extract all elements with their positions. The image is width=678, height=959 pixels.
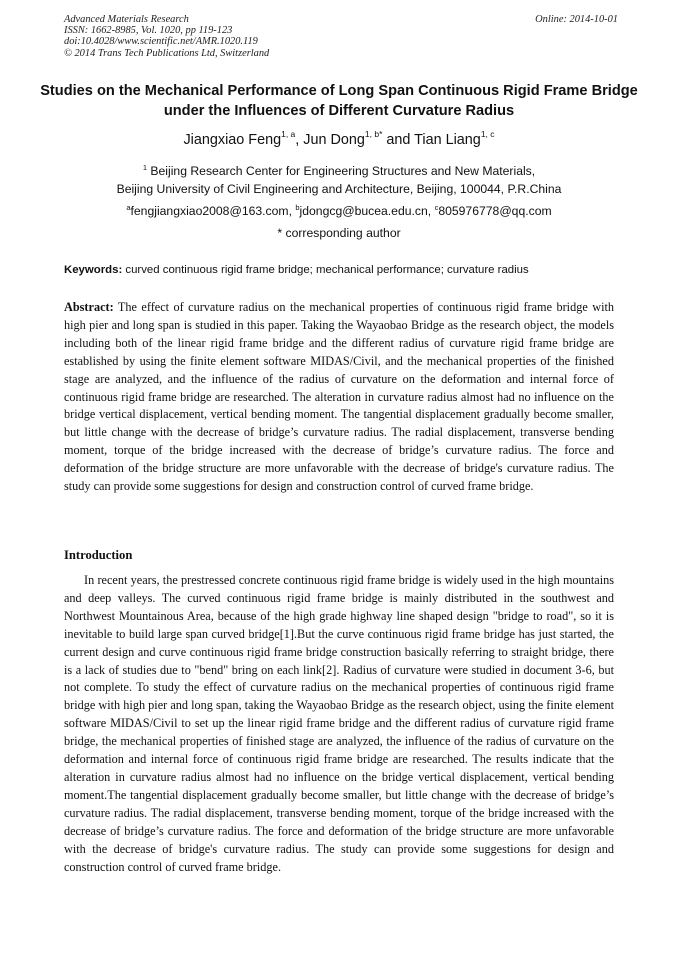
author-name: Jun Dong <box>303 132 365 148</box>
email-mark: c <box>434 202 439 212</box>
author-affiliation-mark: 1, b* <box>364 129 383 140</box>
journal-issn: ISSN: 1662-8985, Vol. 1020, pp 119-123 <box>64 25 233 37</box>
email-address: fengjiangxiao2008@163.com <box>130 204 289 218</box>
email-list <box>40 202 638 220</box>
author-affiliation-mark: 1, a <box>281 129 296 140</box>
keywords-label: Keywords: <box>64 264 123 276</box>
email-address: 805976778@qq.com <box>438 204 552 218</box>
email-mark: a <box>126 202 131 212</box>
journal-name: Advanced Materials Research <box>64 14 189 25</box>
author-list <box>40 130 638 150</box>
email-mark: b <box>295 202 300 212</box>
journal-header <box>64 14 618 59</box>
author-affiliation-mark: 1, c <box>480 129 495 140</box>
affiliation-mark: 1 <box>142 162 147 172</box>
author-separator: and <box>382 132 415 148</box>
affiliation-text: Beijing Research Center for Engineering Structures and New Materials, <box>150 164 536 178</box>
keywords-text: curved continuous rigid frame bridge; mechanical performance; curvature radius <box>125 264 529 276</box>
paper-title: Studies on the Mechanical Performance of Long Span Continuous Rigid Frame Bridge under the Influences of Different Curvature Radius <box>40 83 638 119</box>
author-separator: , <box>295 132 304 148</box>
introduction-text: In recent years, the prestressed concrete continuous rigid frame bridge is widely used in the high mountains and deep valleys. The curved continuous rigid frame bridge is mainly distributed in the southwest and Northwest Mountainous Area, because of the high grade highway line shaped design "bridge to road", so it is inevitable to build large span curved bridge[1].But the curve continuous rigid frame bridge has just started, the current design and curve continuous rigid frame bridge construction basically referring to straight bridge, there is a lack of studies due to "bend" bring on each link[2]. Radius of curvature were studied in document 3-6, but not complete. To study the effect of curvature radius on the mechanical properties of continuous rigid frame bridge with high pier and long span, taking the Wayaobao Bridge as the research object, using the finite element software MIDAS/Civil to set up the linear rigid frame bridge and the different radius of curvature rigid frame bridge, the mechanical properties of finished stage are analyzed, the influence of the radius of curvature on the deformation and internal force of continuous rigid frame bridge are researched. The results indicate that the alteration in curvature radius almost had no influence on the bridge vertical displacement, vertical bending moment.The tangential displacement gradually become smaller, but little change with the decrease of bridge’s curvature radius. The radial displacement, transverse bending moment, torque of the bridge increased with the decrease of bridge’s curvature radius. The force and deformation of the bridge structure are more unfavorable with the decrease of bridge's curvature radius. The study can provide some suggestions for design and construction control of curved frame bridge. <box>64 573 614 874</box>
introduction-heading: Introduction <box>64 548 133 562</box>
email-address: jdongcg@bucea.edu.cn <box>299 204 428 218</box>
abstract <box>64 299 614 496</box>
affiliation-line-1 <box>40 162 638 180</box>
keywords <box>64 262 624 278</box>
online-date: Online: 2014-10-01 <box>535 14 618 25</box>
abstract-label: Abstract: <box>64 300 114 314</box>
journal-doi: doi:10.4028/www.scientific.net/AMR.1020.119 <box>64 36 258 48</box>
author-name: Tian Liang <box>414 132 481 148</box>
email-separator: , <box>288 204 296 218</box>
corresponding-author-note: * corresponding author <box>277 226 401 240</box>
abstract-text: The effect of curvature radius on the mechanical properties of continuous rigid frame bridge with high pier and long span is studied in this paper. Taking the Wayaobao Bridge as the research object, the models including both of the linear rigid frame bridge and the different radius of curvature rigid frame bridge are established by using the finite element software MIDAS/Civil, and the mechanical properties of the finished stage are analyzed, and the influence of the radius of curvature on the deformation and internal force of continuous rigid frame bridge are researched. The alteration in curvature radius almost had no influence on the bridge vertical displacement, vertical bending moment. The tangential displacement gradually become smaller, but little change with the decrease of bridge’s curvature radius. The radial displacement, transverse bending moment, torque of the bridge increased with the decrease of bridge’s curvature radius. The force and deformation of the bridge structure are more unfavorable with the decrease of bridge's curvature radius. The study can provide some suggestions for design and construction control of curved frame bridge. <box>64 300 614 494</box>
email-separator: , <box>427 204 435 218</box>
journal-copyright: © 2014 Trans Tech Publications Ltd, Switzerland <box>64 47 270 59</box>
author-name: Jiangxiao Feng <box>183 132 282 148</box>
affiliation-line-2: Beijing University of Civil Engineering and Architecture, Beijing, 100044, P.R.China <box>116 182 562 196</box>
